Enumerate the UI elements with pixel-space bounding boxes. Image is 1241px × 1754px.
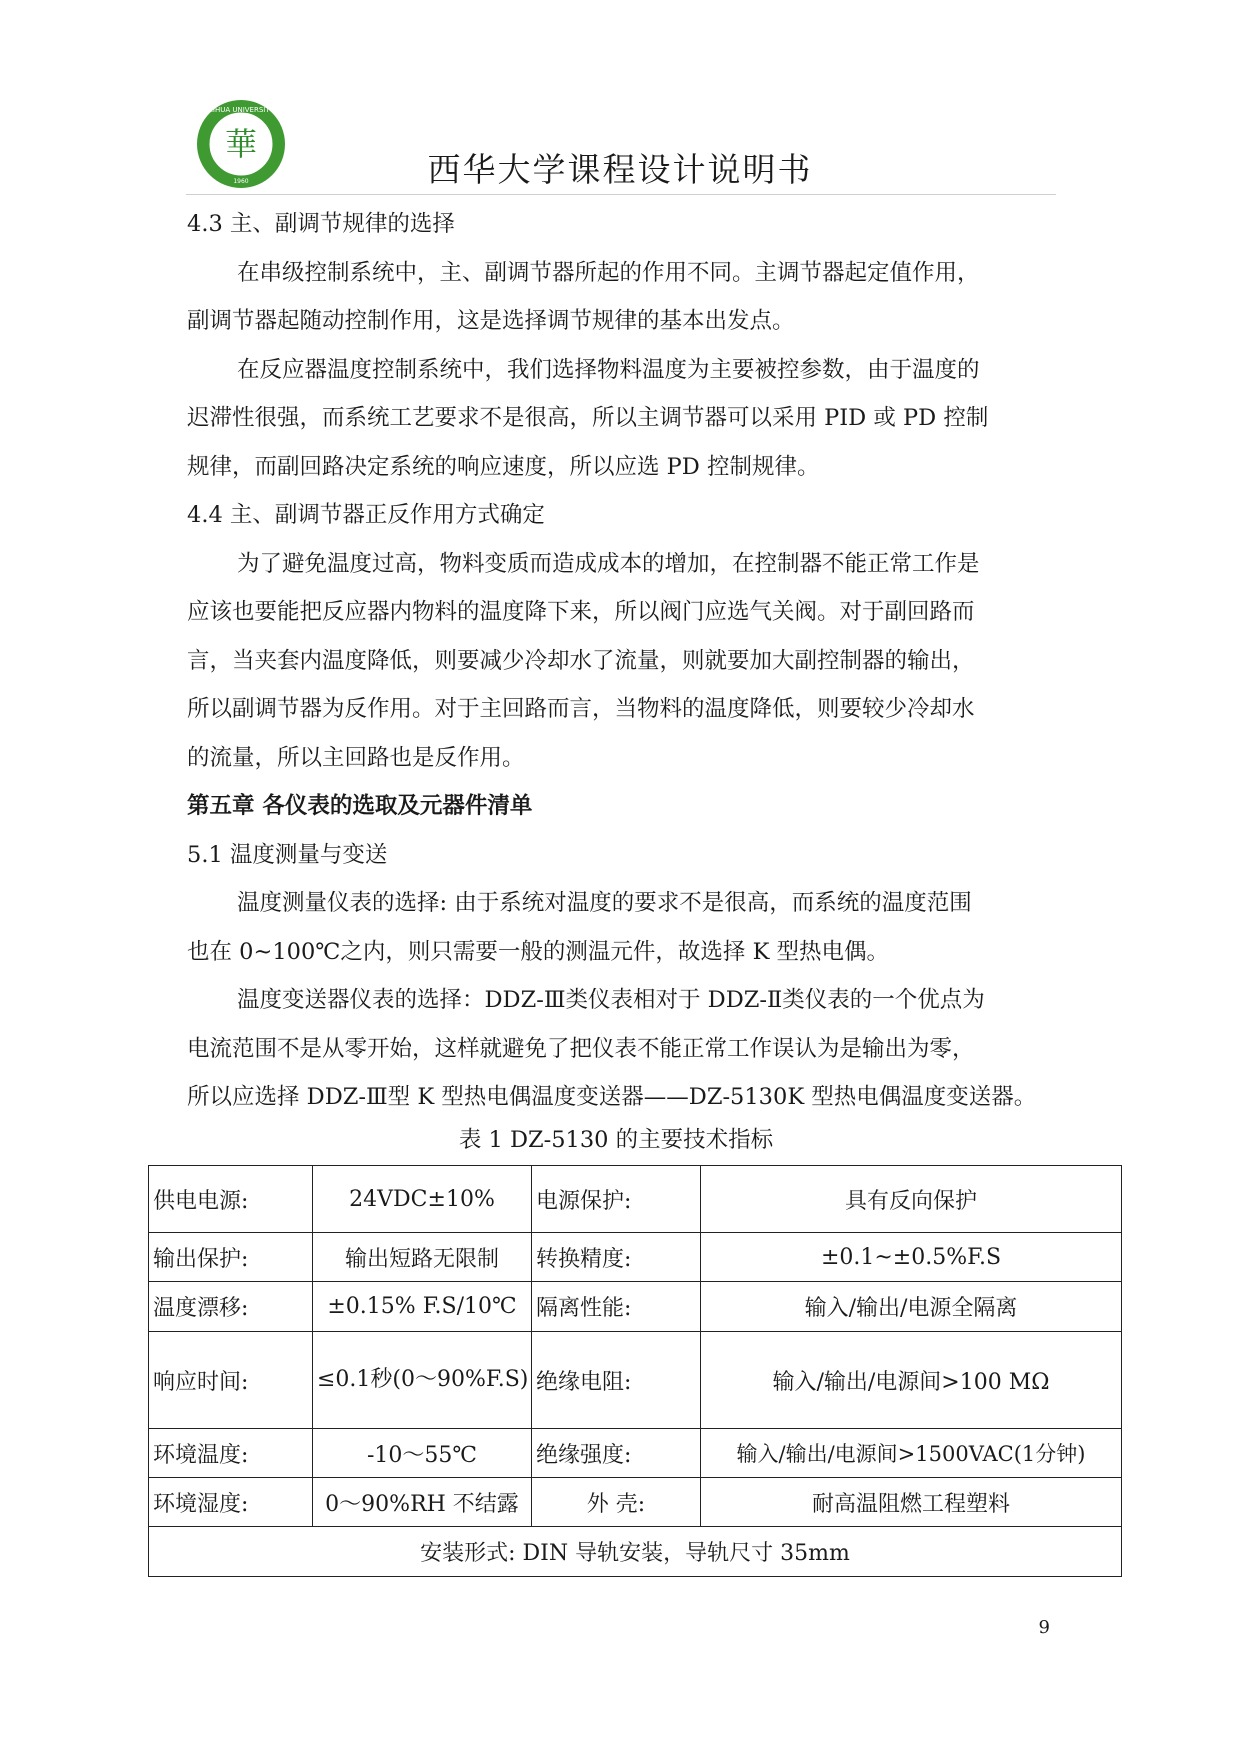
table-row	[149, 1233, 1122, 1282]
table-cell-value: 输入/输出/电源全隔离	[701, 1282, 1122, 1332]
paragraph-line: 所以应选择 DDZ-Ⅲ型 K 型热电偶温度变送器——DZ-5130K 型热电偶温度变送器。	[187, 1084, 1037, 1110]
paragraph-line: 温度测量仪表的选择: 由于系统对温度的要求不是很高，而系统的温度范围	[237, 890, 972, 916]
paragraph-line: 在反应器温度控制系统中，我们选择物料温度为主要被控参数，由于温度的	[237, 356, 980, 383]
paragraph-line: 副调节器起随动控制作用，这是选择调节规律的基本出发点。	[187, 308, 795, 334]
header-divider	[186, 194, 1056, 195]
logo-center-text: 華	[224, 125, 258, 163]
table-cell-label: 绝缘强度:	[532, 1429, 701, 1478]
table-cell-label: 环境湿度:	[149, 1478, 313, 1527]
section-heading-4-3: 4.3 主、副调节规律的选择	[187, 211, 455, 237]
paragraph-line: 的流量，所以主回路也是反作用。	[187, 744, 525, 771]
table-cell-label: 外 壳:	[532, 1478, 701, 1527]
section-heading-5-1: 5.1 温度测量与变送	[187, 841, 388, 868]
table-cell-label: 响应时间:	[149, 1332, 313, 1429]
paragraph-line: 应该也要能把反应器内物料的温度降下来，所以阀门应选气关阀。对于副回路而	[187, 599, 975, 625]
table-row	[149, 1429, 1122, 1478]
table-cell-value: 输出短路无限制	[313, 1233, 532, 1282]
table-row	[149, 1527, 1122, 1577]
table-cell-label: 转换精度:	[532, 1233, 701, 1282]
table-cell-value: 输入/输出/电源间>1500VAC(1分钟)	[701, 1429, 1122, 1478]
paragraph-line: 也在 0~100℃之内，则只需要一般的测温元件，故选择 K 型热电偶。	[187, 938, 890, 965]
table-cell-label: 电源保护:	[532, 1166, 701, 1233]
document-title: 西华大学课程设计说明书	[427, 150, 813, 189]
table-cell-label: 环境温度:	[149, 1429, 313, 1478]
page-content	[187, 200, 1047, 1122]
table-cell-value: 0～90%RH 不结露	[313, 1478, 532, 1527]
table-cell-label: 隔离性能:	[532, 1282, 701, 1332]
table-cell-label: 绝缘电阻:	[532, 1332, 701, 1429]
table-cell-value: ≤0.1秒(0～90%F.S)	[313, 1332, 532, 1429]
chapter-heading-5: 第五章 各仪表的选取及元器件清单	[187, 793, 533, 819]
table-row	[149, 1478, 1122, 1527]
logo-ring-text: XIHUA UNIVERSITY	[208, 106, 274, 114]
table-row	[149, 1282, 1122, 1332]
paragraph-line: 所以副调节器为反作用。对于主回路而言，当物料的温度降低，则要较少冷却水	[187, 696, 975, 722]
table-cell-label: 温度漂移:	[149, 1282, 313, 1332]
paragraph-line: 在串级控制系统中，主、副调节器所起的作用不同。主调节器起定值作用，	[237, 259, 980, 286]
paragraph-line: 温度变送器仪表的选择：DDZ-Ⅲ类仪表相对于 DDZ-Ⅱ类仪表的一个优点为	[237, 987, 985, 1013]
logo-year: 1960	[233, 178, 249, 185]
table-cell-label: 输出保护:	[149, 1233, 313, 1282]
spec-table	[148, 1165, 1122, 1577]
table-cell-value: 24VDC±10%	[313, 1166, 532, 1233]
table-cell-value: 输入/输出/电源间>100 MΩ	[701, 1332, 1122, 1429]
paragraph-line: 电流范围不是从零开始，这样就避免了把仪表不能正常工作误认为是输出为零，	[187, 1035, 975, 1062]
section-heading-4-4: 4.4 主、副调节器正反作用方式确定	[187, 502, 545, 528]
paragraph-line: 言，当夹套内温度降低，则要减少冷却水了流量，则就要加大副控制器的输出，	[187, 647, 975, 674]
table-footer-cell: 安装形式: DIN 导轨安装，导轨尺寸 35mm	[149, 1527, 1122, 1577]
paragraph-line: 规律，而副回路决定系统的响应速度，所以应选 PD 控制规律。	[187, 453, 820, 480]
table-row	[149, 1332, 1122, 1429]
page-number: 9	[1038, 1617, 1050, 1638]
table-cell-label: 供电电源:	[149, 1166, 313, 1233]
table-cell-value: -10～55℃	[313, 1429, 532, 1478]
table-row	[149, 1166, 1122, 1233]
table-cell-value: 具有反向保护	[701, 1166, 1122, 1233]
table-cell-value: 耐高温阻燃工程塑料	[701, 1478, 1122, 1527]
paragraph-line: 为了避免温度过高，物料变质而造成成本的增加，在控制器不能正常工作是	[237, 550, 980, 577]
table-cell-value: ±0.1~±0.5%F.S	[701, 1233, 1122, 1282]
table-cell-value: ±0.15% F.S/10℃	[313, 1282, 532, 1332]
table-caption: 表 1 DZ-5130 的主要技术指标	[458, 1127, 774, 1153]
paragraph-line: 迟滞性很强，而系统工艺要求不是很高，所以主调节器可以采用 PID 或 PD 控制	[187, 405, 989, 431]
